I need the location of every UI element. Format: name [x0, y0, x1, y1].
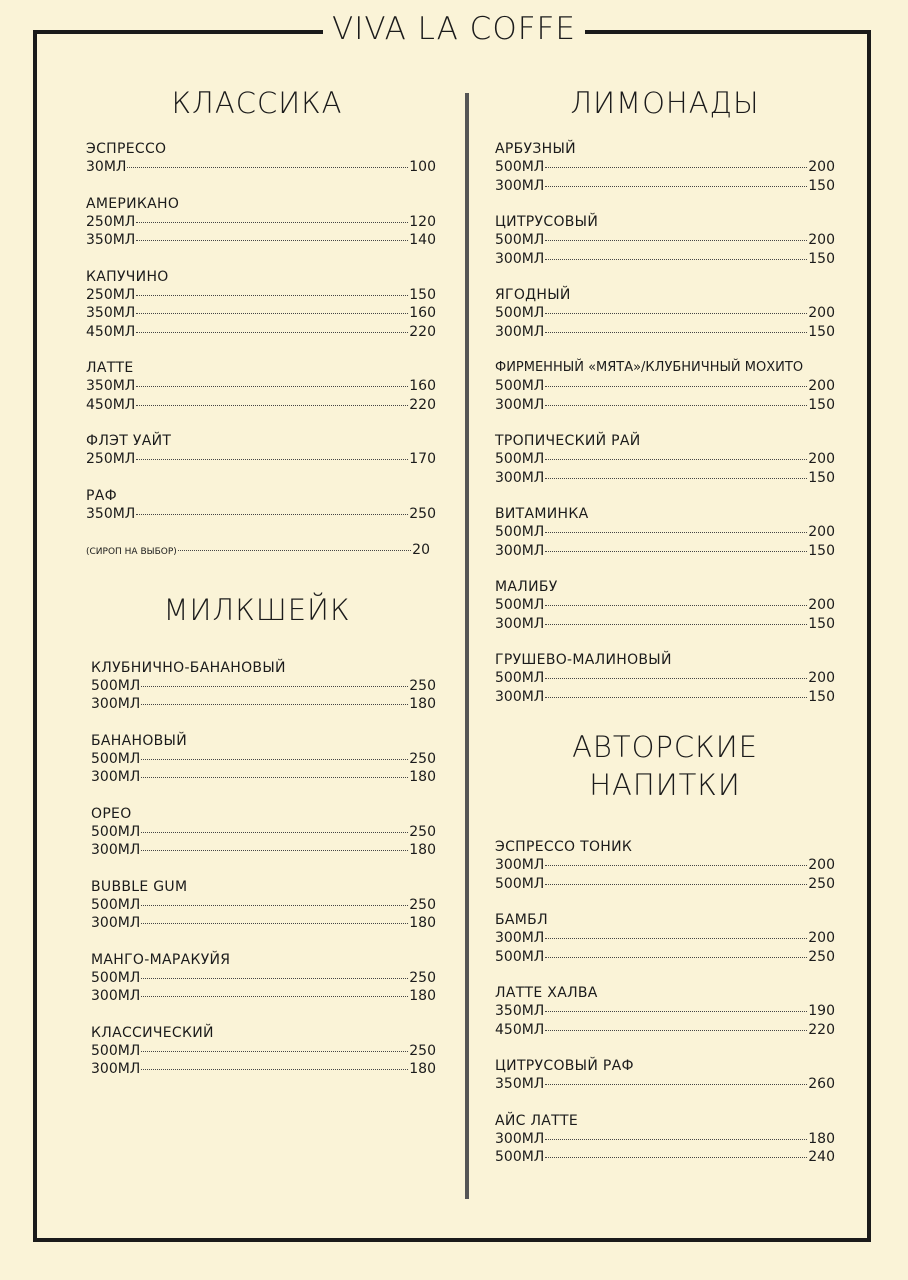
price: 150	[808, 615, 835, 632]
volume: 300МЛ	[495, 542, 545, 559]
item-name: ФИРМЕННЫЙ «МЯТА»/КЛУБНИЧНЫЙ МОХИТО	[495, 360, 804, 375]
item-name: ОРЕО	[91, 805, 132, 822]
volume: 500МЛ	[495, 378, 545, 394]
dot-leader	[141, 996, 408, 997]
menu-item	[495, 286, 835, 341]
volume: 250МЛ	[86, 213, 136, 230]
price: 220	[409, 323, 436, 340]
price: 250	[808, 875, 835, 892]
volume: 300МЛ	[495, 615, 545, 632]
dot-leader	[545, 532, 807, 533]
price: 150	[808, 542, 835, 559]
price: 180	[409, 1061, 436, 1077]
dot-leader	[545, 624, 807, 625]
item-name: ГРУШЕВО-МАЛИНОВЫЙ	[495, 652, 672, 668]
price: 240	[808, 1149, 835, 1165]
item-name: КЛАССИЧЕСКИЙ	[91, 1024, 214, 1041]
dot-leader	[141, 978, 408, 979]
volume: 350МЛ	[495, 1076, 545, 1092]
price: 180	[409, 988, 436, 1004]
dot-leader	[545, 332, 807, 333]
item-name: АМЕРИКАНО	[86, 195, 180, 212]
price: 180	[409, 915, 436, 931]
section-title-milkshake: МИЛКШЕЙК	[163, 592, 351, 627]
price-row	[86, 286, 436, 305]
volume: 300МЛ	[91, 988, 141, 1004]
menu-item	[495, 651, 835, 706]
dot-leader	[141, 1051, 408, 1052]
price-row	[86, 213, 436, 232]
menu-item	[495, 911, 835, 966]
volume: 250МЛ	[86, 286, 136, 303]
price-row	[495, 929, 835, 948]
price: 180	[808, 1130, 835, 1147]
item-name: КАПУЧИНО	[86, 268, 169, 285]
volume: 500МЛ	[91, 750, 141, 767]
dot-leader	[127, 167, 408, 168]
volume: 300МЛ	[495, 469, 545, 486]
price-row	[495, 177, 835, 196]
item-name: BUBBLE GUM	[91, 878, 188, 895]
price-row	[495, 669, 835, 688]
price-row	[91, 841, 436, 860]
menu-item	[91, 951, 436, 1006]
volume: 450МЛ	[495, 1021, 545, 1038]
syrup-row	[86, 541, 436, 562]
item-name: ВИТАМИНКА	[495, 506, 589, 522]
price: 250	[409, 677, 436, 694]
dot-leader	[545, 678, 807, 679]
price: 20	[412, 542, 430, 558]
dot-leader	[545, 405, 807, 406]
price: 180	[409, 842, 436, 858]
price-row	[495, 1021, 835, 1040]
dot-leader	[141, 704, 408, 705]
dot-leader	[545, 167, 807, 168]
right-column	[495, 85, 835, 1167]
price: 150	[808, 177, 835, 194]
price-row	[86, 231, 436, 250]
price: 220	[808, 1021, 835, 1038]
menu-item	[495, 140, 835, 195]
item-name: ЦИТРУСОВЫЙ	[495, 214, 599, 230]
price: 140	[409, 232, 436, 248]
dot-leader	[136, 459, 408, 460]
price-row	[86, 396, 436, 415]
dot-leader	[141, 686, 408, 687]
item-name: БАМБЛ	[495, 912, 548, 928]
dot-leader	[136, 222, 408, 223]
dot-leader	[136, 405, 408, 406]
volume: 500МЛ	[495, 159, 545, 175]
volume: 500МЛ	[495, 597, 545, 613]
price-row	[91, 750, 436, 769]
volume: 450МЛ	[86, 396, 136, 413]
price-row	[91, 1060, 436, 1079]
price: 180	[409, 769, 436, 785]
dot-leader	[545, 884, 807, 885]
price: 200	[808, 670, 835, 686]
price: 100	[409, 159, 436, 175]
price-row	[495, 948, 835, 967]
volume: 300МЛ	[91, 769, 141, 785]
price: 200	[808, 930, 835, 946]
volume: 300МЛ	[495, 930, 545, 946]
price-row	[495, 542, 835, 561]
item-name: ЛАТТЕ	[86, 360, 134, 376]
volume: 300МЛ	[495, 688, 545, 705]
menu-item	[86, 359, 436, 414]
price-row	[495, 875, 835, 894]
dot-leader	[136, 332, 408, 333]
volume: 500МЛ	[495, 948, 545, 965]
menu-item	[495, 1057, 835, 1094]
price-row	[495, 450, 835, 469]
price: 150	[808, 469, 835, 486]
menu-item	[495, 984, 835, 1039]
price-row	[91, 914, 436, 933]
price-row	[495, 250, 835, 269]
menu-item	[495, 505, 835, 560]
price: 250	[409, 823, 436, 840]
price-row	[91, 1042, 436, 1061]
price-row	[86, 450, 436, 469]
price-row	[86, 304, 436, 323]
dot-leader	[545, 1084, 807, 1085]
price-row	[495, 469, 835, 488]
price-row	[495, 304, 835, 323]
price: 200	[808, 232, 835, 248]
price: 250	[409, 969, 436, 986]
price-row	[495, 323, 835, 342]
dot-leader	[136, 295, 408, 296]
menu-item	[86, 268, 436, 342]
menu-item	[495, 359, 835, 414]
price: 200	[808, 524, 835, 540]
item-name: РАФ	[86, 487, 117, 504]
menu-item	[495, 578, 835, 633]
volume: 300МЛ	[495, 177, 545, 194]
volume: 300МЛ	[495, 396, 545, 413]
menu-item	[91, 878, 436, 933]
price-row	[91, 987, 436, 1006]
price: 200	[808, 857, 835, 873]
price-row	[495, 596, 835, 615]
price: 250	[409, 505, 436, 522]
price-row	[91, 695, 436, 714]
dot-leader	[141, 759, 408, 760]
volume: 500МЛ	[495, 1149, 545, 1165]
dot-leader	[141, 923, 408, 924]
menu-title: VIVA LA COFFE	[323, 10, 585, 48]
syrup-label: (СИРОП НА ВЫБОР)	[86, 547, 177, 557]
volume: 300МЛ	[91, 696, 141, 712]
price-row	[495, 1002, 835, 1021]
price-row	[495, 1075, 835, 1094]
price: 150	[409, 286, 436, 303]
volume: 350МЛ	[86, 305, 136, 321]
volume: 500МЛ	[91, 896, 141, 913]
volume: 500МЛ	[91, 823, 141, 840]
price-row	[86, 505, 436, 524]
price-row	[91, 823, 436, 842]
price-row	[495, 231, 835, 250]
dot-leader	[545, 938, 807, 939]
price: 250	[409, 896, 436, 913]
dot-leader	[545, 459, 807, 460]
volume: 500МЛ	[495, 524, 545, 540]
dot-leader	[545, 240, 807, 241]
price-row	[495, 615, 835, 634]
volume: 300МЛ	[91, 842, 141, 858]
volume: 500МЛ	[91, 677, 141, 694]
item-name: ЦИТРУСОВЫЙ РАФ	[495, 1058, 634, 1074]
price: 250	[409, 1042, 436, 1059]
volume: 500МЛ	[91, 1042, 141, 1059]
volume: 500МЛ	[91, 969, 141, 986]
price: 200	[808, 159, 835, 175]
volume: 300МЛ	[91, 915, 141, 931]
dot-leader	[141, 905, 408, 906]
dot-leader	[545, 478, 807, 479]
menu-item	[495, 838, 835, 893]
dot-leader	[545, 865, 807, 866]
price: 170	[409, 451, 436, 467]
price-row	[495, 1130, 835, 1149]
dot-leader	[545, 551, 807, 552]
price: 160	[409, 305, 436, 321]
price: 200	[808, 305, 835, 321]
item-name: ТРОПИЧЕСКИЙ РАЙ	[495, 433, 641, 449]
column-divider	[465, 93, 469, 1199]
price: 150	[808, 323, 835, 340]
volume: 500МЛ	[495, 875, 545, 892]
price-row	[495, 377, 835, 396]
volume: 500МЛ	[495, 670, 545, 686]
price: 150	[808, 250, 835, 267]
dot-leader	[141, 1069, 408, 1070]
menu-item	[495, 213, 835, 268]
price-row	[91, 969, 436, 988]
volume: 300МЛ	[495, 323, 545, 340]
volume: 500МЛ	[495, 451, 545, 467]
price: 180	[409, 696, 436, 712]
price-row	[86, 323, 436, 342]
volume: 250МЛ	[86, 451, 136, 467]
item-name: АРБУЗНЫЙ	[495, 141, 576, 157]
volume: 500МЛ	[495, 305, 545, 321]
price: 150	[808, 688, 835, 705]
dot-leader	[136, 514, 408, 515]
price-row	[495, 523, 835, 542]
item-name: МАЛИБУ	[495, 579, 558, 595]
menu-item	[86, 432, 436, 469]
dot-leader	[141, 832, 408, 833]
price: 250	[409, 750, 436, 767]
volume: 350МЛ	[86, 378, 136, 394]
item-name: ЯГОДНЫЙ	[495, 287, 571, 303]
volume: 350МЛ	[86, 505, 136, 522]
dot-leader	[141, 850, 408, 851]
price-row	[495, 396, 835, 415]
item-name: ФЛЭТ УАЙТ	[86, 433, 172, 449]
price: 200	[808, 597, 835, 613]
dot-leader	[545, 259, 807, 260]
item-name: ЛАТТЕ ХАЛВА	[495, 985, 598, 1001]
dot-leader	[136, 313, 408, 314]
price-row	[91, 677, 436, 696]
price: 200	[808, 451, 835, 467]
price: 120	[409, 213, 436, 230]
left-column	[86, 85, 436, 1079]
dot-leader	[545, 697, 807, 698]
section-title-klassika: КЛАССИКА	[171, 86, 343, 120]
dot-leader	[141, 777, 408, 778]
dot-leader	[545, 386, 807, 387]
price-row	[495, 158, 835, 177]
dot-leader	[545, 1157, 807, 1158]
price: 250	[808, 948, 835, 965]
volume: 300МЛ	[495, 857, 545, 873]
menu-item	[86, 487, 436, 524]
volume: 350МЛ	[495, 1003, 545, 1019]
dot-leader	[545, 1139, 807, 1140]
price: 200	[808, 378, 835, 394]
dot-leader	[545, 957, 807, 958]
volume: 300МЛ	[495, 250, 545, 267]
volume: 450МЛ	[86, 323, 136, 340]
volume: 300МЛ	[91, 1061, 141, 1077]
price-row	[495, 1148, 835, 1167]
price-row	[495, 856, 835, 875]
price: 160	[409, 378, 436, 394]
menu-item	[91, 732, 436, 787]
item-name: МАНГО-МАРАКУЙЯ	[91, 951, 231, 968]
menu-item	[86, 140, 436, 177]
item-name: КЛУБНИЧНО-БАНАНОВЫЙ	[91, 659, 286, 676]
price-row	[495, 688, 835, 707]
dot-leader	[136, 240, 408, 241]
section-title-lemonades: ЛИМОНАДЫ	[570, 86, 760, 120]
menu-item	[91, 805, 436, 860]
dot-leader	[545, 1030, 807, 1031]
dot-leader	[545, 186, 807, 187]
price-row	[86, 377, 436, 396]
price: 150	[808, 396, 835, 413]
menu-item	[91, 659, 436, 714]
menu-item	[495, 432, 835, 487]
price: 260	[808, 1076, 835, 1092]
volume: 300МЛ	[495, 1130, 545, 1147]
section-title-signature-drinks: АВТОРСКИЕ НАПИТКИ	[572, 730, 758, 802]
price-row	[91, 896, 436, 915]
volume: 350МЛ	[86, 232, 136, 248]
price: 220	[409, 396, 436, 413]
item-name: АЙС ЛАТТЕ	[495, 1112, 579, 1129]
price-row	[86, 158, 436, 177]
price-row	[91, 768, 436, 787]
price: 190	[808, 1003, 835, 1019]
dot-leader	[545, 605, 807, 606]
volume: 500МЛ	[495, 232, 545, 248]
dot-leader	[545, 313, 807, 314]
dot-leader	[178, 550, 411, 551]
menu-item	[495, 1112, 835, 1167]
menu-item	[91, 1024, 436, 1079]
item-name: ЭСПРЕССО ТОНИК	[495, 839, 633, 855]
dot-leader	[545, 1011, 807, 1012]
volume: 30МЛ	[86, 159, 127, 175]
menu-item	[86, 195, 436, 250]
dot-leader	[136, 386, 408, 387]
item-name: БАНАНОВЫЙ	[91, 732, 187, 749]
item-name: ЭСПРЕССО	[86, 141, 167, 157]
